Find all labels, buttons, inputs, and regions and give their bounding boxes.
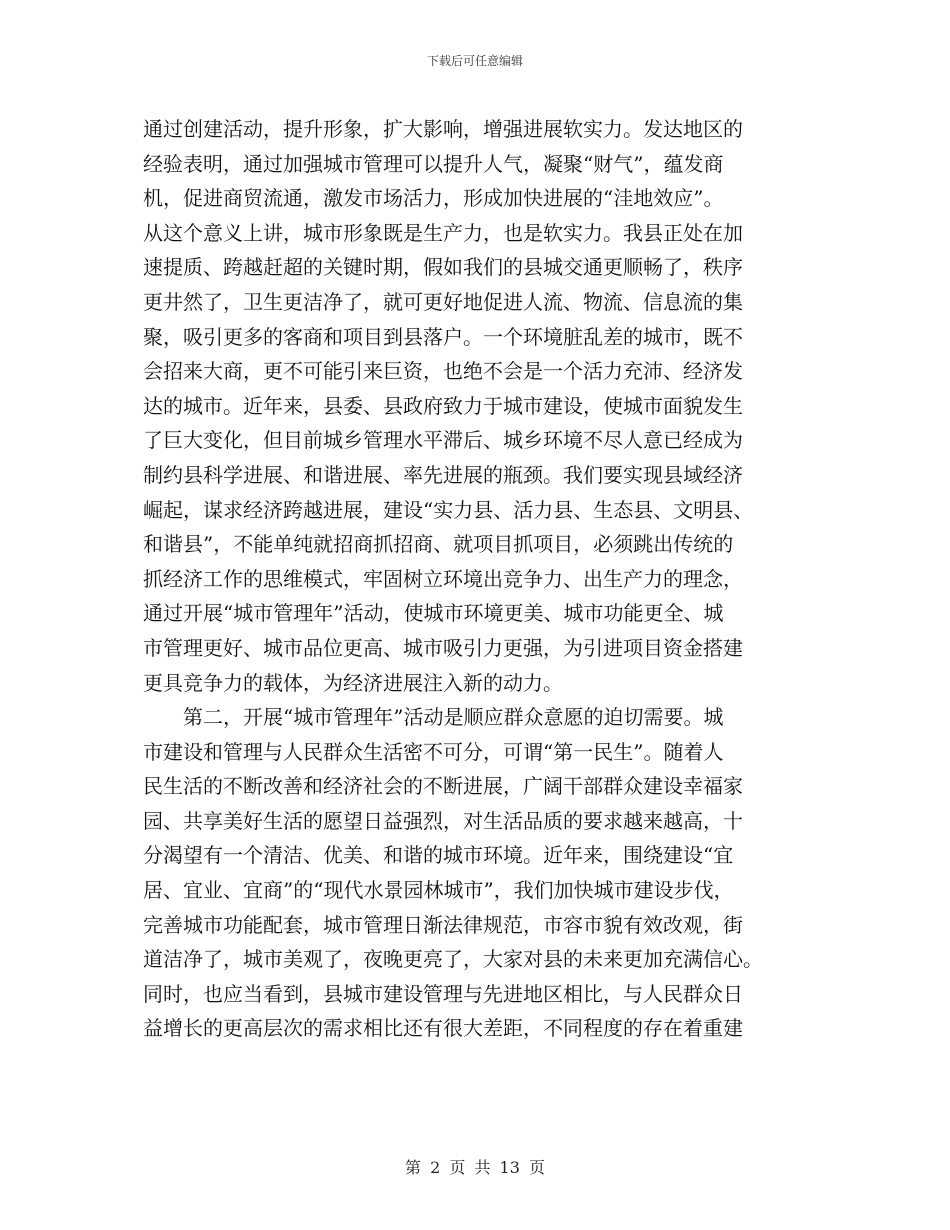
text-line: 崛起，谋求经济跨越进展，建设“实力县、活力县、生态县、文明县、 xyxy=(143,497,754,522)
text-line: 速提质、跨越赶超的关键时期，假如我们的县城交通更顺畅了，秩序 xyxy=(143,255,743,280)
text-line: 会招来大商，更不可能引来巨资，也绝不会是一个活力充沛、经济发 xyxy=(143,359,743,384)
text-line: 更具竞争力的载体，为经济进展注入新的动力。 xyxy=(143,670,563,695)
text-line: 民生活的不断改善和经济社会的不断进展，广阔干部群众建设幸福家 xyxy=(143,774,743,799)
text-line: 市建设和管理与人民群众生活密不可分，可谓“第一民生”。随着人 xyxy=(143,739,724,764)
text-line: 从这个意义上讲，城市形象既是生产力，也是软实力。我县正处在加 xyxy=(143,220,743,245)
text-line: 通过开展“城市管理年”活动，使城市环境更美、城市功能更全、城 xyxy=(143,601,724,626)
text-line: 经验表明，通过加强城市管理可以提升人气，凝聚“财气”，蕴发商 xyxy=(143,151,724,176)
text-line: 机，促进商贸流通，激发市场活力，形成加快进展的“洼地效应”。 xyxy=(143,186,724,211)
page-number-footer: 第 2 页 共 13 页 xyxy=(405,1158,545,1177)
text-line: 益增长的更高层次的需求相比还有很大差距，不同程度的存在着重建 xyxy=(143,1016,743,1041)
text-line: 制约县科学进展、和谐进展、率先进展的瓶颈。我们要实现县域经济 xyxy=(143,462,743,487)
document-body xyxy=(143,112,813,1046)
text-line: 更井然了，卫生更洁净了，就可更好地促进人流、物流、信息流的集 xyxy=(143,289,743,314)
text-line: 完善城市功能配套，城市管理日渐法律规范，市容市貌有效改观，街 xyxy=(143,912,743,937)
text-line: 市管理更好、城市品位更高、城市吸引力更强，为引进项目资金搭建 xyxy=(143,635,743,660)
text-line: 达的城市。近年来，县委、县政府致力于城市建设，使城市面貌发生 xyxy=(143,393,743,418)
text-line: 抓经济工作的思维模式，牢固树立环境出竞争力、出生产力的理念， xyxy=(143,566,743,591)
text-line: 同时，也应当看到，县城市建设管理与先进地区相比，与人民群众日 xyxy=(143,981,743,1006)
text-line: 道洁净了，城市美观了，夜晚更亮了，大家对县的未来更加充满信心。 xyxy=(143,947,763,972)
text-line: 园、共享美好生活的愿望日益强烈，对生活品质的要求越来越高，十 xyxy=(143,808,743,833)
paragraph-start-line: 第二，开展“城市管理年”活动是顺应群众意愿的迫切需要。城 xyxy=(183,705,724,730)
text-line: 居、宜业、宜商”的“现代水景园林城市”，我们加快城市建设步伐， xyxy=(143,878,734,903)
page-header-note: 下载后可任意编辑 xyxy=(426,54,523,68)
text-line: 分渴望有一个清洁、优美、和谐的城市环境。近年来，围绕建设“宜 xyxy=(143,843,734,868)
text-line: 通过创建活动，提升形象，扩大影响，增强进展软实力。发达地区的 xyxy=(143,117,743,141)
text-line: 了巨大变化，但目前城乡管理水平滞后、城乡环境不尽人意已经成为 xyxy=(143,428,743,453)
text-line: 和谐县”，不能单纯就招商抓招商、就项目抓项目，必须跳出传统的 xyxy=(143,532,734,557)
text-line: 聚，吸引更多的客商和项目到县落户。一个环境脏乱差的城市，既不 xyxy=(143,324,743,349)
